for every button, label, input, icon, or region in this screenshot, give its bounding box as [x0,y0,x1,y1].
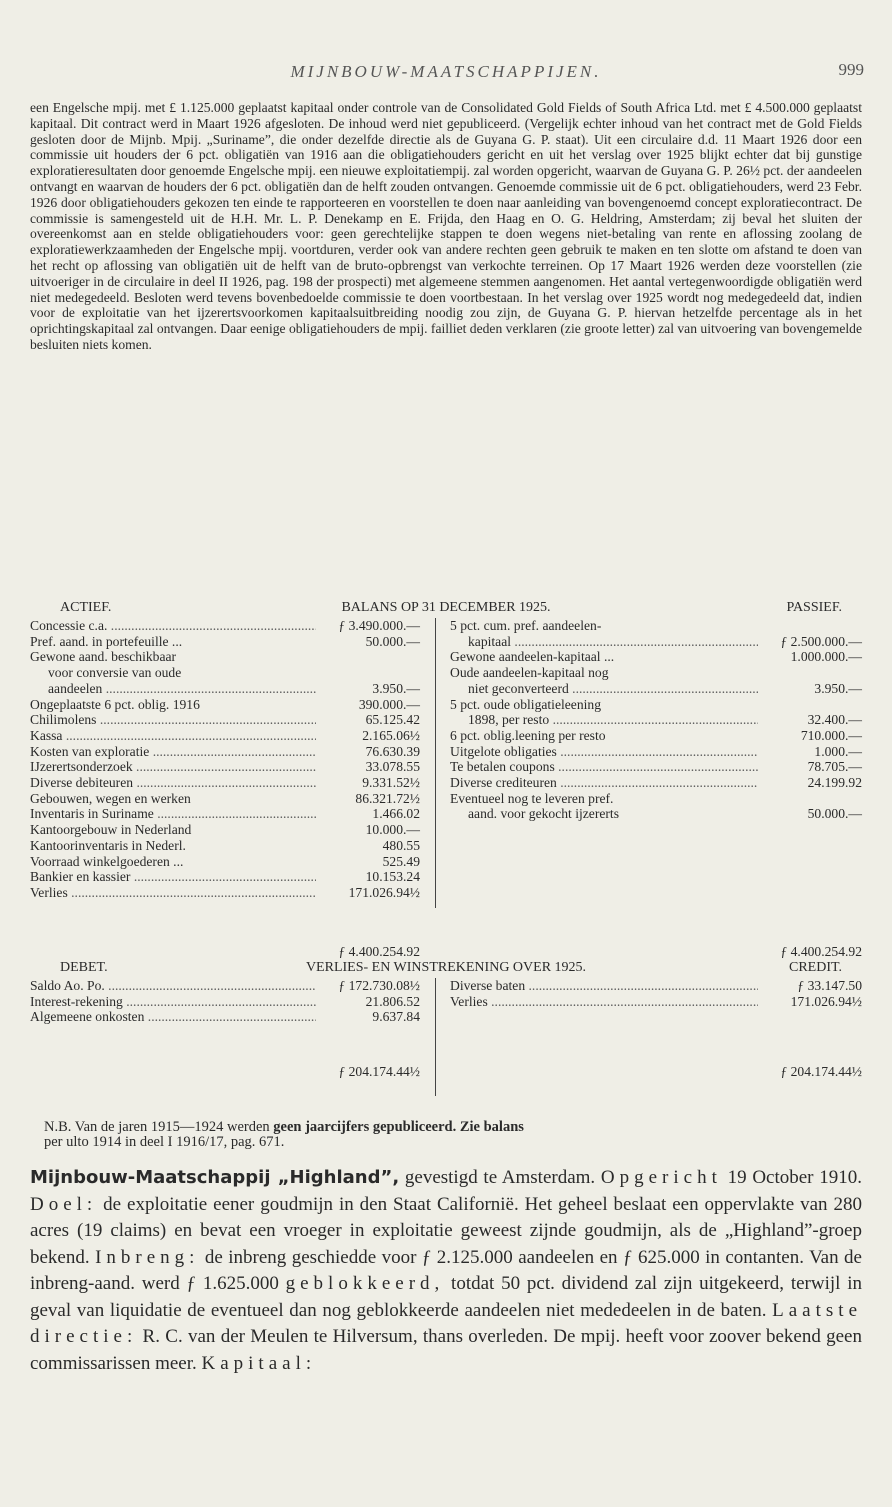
company-name: Mijnbouw-Maatschappij „Highland”, [30,1167,400,1188]
row-label: Bankier en kassier ..... [30,869,316,885]
row-label: 5 pct. cum. pref. aandeelen- [450,618,602,633]
assets-column [30,618,420,901]
statement-row [30,649,420,665]
row-amount: 171.026.94½ [348,884,420,900]
row-amount: 33.078.55 [365,759,420,775]
statement-row [30,665,420,681]
statement-row [450,978,862,994]
pl-title: VERLIES- EN WINSTREKENING OVER 1925. [305,960,587,975]
statement-row [450,759,862,775]
row-label: Inventaris in Suriname ..... [30,806,316,822]
row-label: Verlies ..... [450,994,758,1010]
row-label: Chilimolens ..... [30,712,316,728]
row-amount: 50.000.— [365,633,420,649]
geblokkeerd-word: geblokkeerd, [285,1273,445,1294]
liabilities-column [450,618,862,822]
row-amount: 480.55 [382,837,420,853]
company-text-2: 19 October 1910. [721,1167,862,1188]
company-text-3: de exploitatie eener goudmijn in den Staat Californië. Het geheel beslaat een oppervlakte van 280 acres (19 claims) en bevat een vroeger in exploitatie geweest zijnde goudmijn, als de „Highland”-groep bekend. [30,1193,862,1268]
row-label: Kassa ..... [30,728,316,744]
statement-row [30,681,420,697]
row-amount: 78.705.— [807,759,862,775]
statement-row [30,838,420,854]
pl-right-heading: CREDIT. [788,960,842,975]
row-amount: 10.000.— [365,822,420,838]
kapitaal-label: Kapitaal: [201,1352,317,1374]
row-label: 5 pct. oude obligatieleening [450,696,601,712]
statement-row [30,994,420,1010]
company-text-6: R. C. van der Meulen te Hilversum, thans overleden. De mpij. heeft voor zoover bekend geen commissarissen meer. [30,1326,862,1374]
intro-text: een Engelsche mpij. met £ 1.125.000 geplaatst kapitaal onder controle van de Consolidated Gold Fields of South Africa Ltd. met £ 4.500.000 geplaatst kapitaal. Dit contract werd in Maart 1926 afgesloten. De inhoud werd niet gepubliceerd. (Vergelijk echter inhoud van het contract met de Gold Fields gesloten door de Mijnb. Mpij. „Suriname”, die onder dezelfde directie als de Guyana G. P. staat). Uit een circulaire d.d. 11 Maart 1926 door een commissie uit houders der 6 pct. obligatiën van 1916 aan die obligatiehouders gericht en uit het verslag over 1925 blijkt echter dat bij gunstige exploratieresultaten door genoemde Engelsche mpij. een nieuwe exploitatiempij. zal worden opgericht, waarvan de Guyana G. P. 26½ pct. der aandeelen ontvangt en waarvan de houders der 6 pct. obligatiën dan de helft zouden ontvangen. Genoemde commissie uit de 6 pct. obligatiehouders, werd 23 Febr. 1926 door obligatiehouders gekozen ten einde te rapporteeren en voorstellen te doen naar aanleiding van bovengenoemd concept exploratiecontract. De commissie is samengesteld uit de H.H. Mr. L. P. Denekamp en E. Frijda, den Haag en O. G. Heldring, Amsterdam; zij beval het sluiten der overeenkomst aan en stelde obligatiehouders voor: geen gerechtelijke stappen te doen wegens niet-betaling van rente en aflossing zoolang de exploratiewerkzaamheden der Engelsche mpij. voortduren, verder ook van andere rechten geen gebruik te maken en ten slotte om afstand te doen van het recht op aflossing van obligatiën uit de helft van de bruto-opbrengst van verkochte terreinen. Op 17 Maart 1926 werden deze voorstellen (zie uitvoeriger in de circulaire in deel II 1926, pag. 198 der prospecti) met algemeene stemmen aangenomen. Het aantal vertegenwoordigde obligatiën werd niet medegedeeld. Besloten werd tevens bovenbedoelde commissie te doen voortbestaan. In het verslag over 1925 wordt nog medegedeeld dat, indien voor de exploitatie van het ijzerertsvoorkomen kapitaalsuitbreiding noodig zou zijn, de Guyana G. P. hiervan hetzelfde percentage als in het oprichtingskapitaal zal ontvangen. Daar eenige obligatiehouders de mpij. failliet deden verklaren (zie groote letter) zal van uitvoering van bovengemelde besluiten niets komen. [30,100,862,352]
statement-row [30,854,420,870]
row-amount: ƒ 33.147.50 [797,978,862,993]
row-label: niet geconverteerd ..... [450,681,758,697]
statement-row [450,775,862,791]
row-label: Diverse debiteuren ..... [30,775,316,791]
pl-total-left: ƒ 204.174.44½ [338,1064,420,1079]
row-amount: 1.000.000.— [790,649,862,665]
footnote [44,1120,864,1150]
row-amount: 9.331.52½ [362,775,420,791]
statement-row [450,618,862,634]
statement-row [450,712,862,728]
pl-divider [435,978,436,1096]
intro-paragraph [30,100,862,353]
footnote-bold: geen jaarcijfers gepubliceerd. Zie balans [273,1119,524,1135]
pl-total-right: ƒ 204.174.44½ [780,1064,862,1079]
row-amount: 24.199.92 [807,775,862,791]
row-label: Interest-rekening ..... [30,994,316,1010]
statement-row [30,791,420,807]
row-label: aandeelen ..... [30,681,316,697]
page-number: 999 [838,60,864,79]
statement-row [450,806,862,822]
statement-row [30,697,420,713]
row-amount: ƒ 3.490.000.— [338,618,420,633]
row-label: voor conversie van oude [48,665,182,681]
statement-row [450,681,862,697]
row-amount: 10.153.24 [365,869,420,885]
row-amount: 32.400.— [807,712,862,728]
company-text-1: gevestigd te Amsterdam. [399,1167,601,1188]
row-label: Kantoorinventaris in Nederl. [30,837,186,853]
balance-sheet [30,600,862,960]
row-label: Te betalen coupons ..... [450,759,758,775]
row-amount: 3.950.— [814,680,862,696]
statement-row [30,1009,420,1025]
row-label: Uitgelote obligaties ..... [450,744,758,760]
row-amount: 65.125.42 [365,712,420,728]
row-amount: 525.49 [382,853,420,869]
row-label: Voorraad winkelgoederen ... [30,853,184,869]
statement-row [450,791,862,807]
row-label: Kosten van exploratie ..... [30,744,316,760]
footnote-line2: per ulto 1914 in deel I 1916/17, pag. 671. [44,1134,285,1150]
row-amount: ƒ 172.730.08½ [338,978,420,993]
row-label: Oude aandeelen-kapitaal nog [450,665,609,681]
row-label: aand. voor gekocht ijzererts [468,806,619,822]
statement-row [450,744,862,760]
row-label: Eventueel nog te leveren pref. [450,790,614,806]
row-amount: 710.000.— [800,727,862,743]
balance-total-left: ƒ 4.400.254.92 [338,944,420,959]
balance-right-heading: PASSIEF. [786,600,842,615]
inbreng-label: Inbreng: [95,1246,200,1268]
opgericht-label: Opgericht [600,1167,722,1188]
row-label: Gewone aandeelen-kapitaal ... [450,649,615,665]
row-amount: 390.000.— [358,696,420,712]
row-label: Concessie c.a. ..... [30,618,316,634]
row-label: Pref. aand. in portefeuille ... [30,633,183,649]
statement-row [450,649,862,665]
row-amount: 9.637.84 [372,1009,420,1025]
running-title: MIJNBOUW-MAATSCHAPPIJEN. [290,62,602,81]
statement-row [450,728,862,744]
statement-row [30,634,420,650]
company-text-4: de inbreng geschiedde voor ƒ 2.125.000 aandeelen en ƒ 625.000 in contanten. Van de inbreng-aand. werd ƒ 1.625.000 [30,1246,862,1294]
row-amount: 21.806.52 [365,993,420,1009]
row-amount: 86.321.72½ [355,790,420,806]
statement-row [30,869,420,885]
statement-row [450,665,862,681]
company-text-5: totdat 50 pct. dividend zal zijn uitgekeerd, terwijl in geval van liquidatie de eventueel dan nog geblokkeerde aandeelen niet mededeelen in de baten. [30,1273,862,1321]
company-entry [30,1165,862,1377]
balance-divider [435,618,436,908]
row-amount: 2.165.06½ [362,727,420,743]
directie-label: Laatste directie: [30,1299,862,1347]
row-label: Diverse baten ..... [450,978,758,994]
statement-row [30,978,420,994]
statement-row [450,697,862,713]
debit-column [30,978,420,1025]
row-label: Kantoorgebouw in Nederland [30,822,192,838]
statement-row [30,822,420,838]
row-label: Saldo Ao. Po. ..... [30,978,316,994]
row-amount: 3.950.— [372,680,420,696]
row-label: Diverse crediteuren ..... [450,775,758,791]
footnote-prefix: N.B. Van de jaren 1915—1924 werden [44,1119,270,1135]
row-label: IJzerertsonderzoek ..... [30,759,316,775]
pl-left-heading: DEBET. [60,960,108,975]
statement-row [30,712,420,728]
statement-row [30,885,420,901]
row-amount: 50.000.— [807,806,862,822]
row-label: 1898, per resto ..... [450,712,758,728]
row-amount: 1.000.— [814,743,862,759]
row-amount: 1.466.02 [372,806,420,822]
statement-row [450,634,862,650]
profit-loss-statement [30,960,862,1110]
statement-row [30,744,420,760]
statement-row [30,806,420,822]
row-label: Verlies ..... [30,885,316,901]
credit-column [450,978,862,1009]
row-amount: 76.630.39 [365,743,420,759]
statement-row [30,618,420,634]
row-label: kapitaal ..... [450,634,758,650]
statement-row [450,994,862,1010]
balance-left-heading: ACTIEF. [60,600,112,615]
row-amount: 171.026.94½ [790,993,862,1009]
doel-label: Doel: [30,1193,98,1215]
statement-row [30,759,420,775]
row-label: 6 pct. oblig.leening per resto [450,727,606,743]
row-label: Algemeene onkosten ..... [30,1009,316,1025]
row-amount: ƒ 2.500.000.— [780,633,862,649]
row-label: Gewone aand. beschikbaar [30,649,177,665]
balance-total-right: ƒ 4.400.254.92 [780,944,862,959]
row-label: Gebouwen, wegen en werken [30,790,191,806]
statement-row [30,728,420,744]
statement-row [30,775,420,791]
row-label: Ongeplaatste 6 pct. oblig. 1916 [30,696,200,712]
balance-title: BALANS OP 31 DECEMBER 1925. [341,600,551,615]
